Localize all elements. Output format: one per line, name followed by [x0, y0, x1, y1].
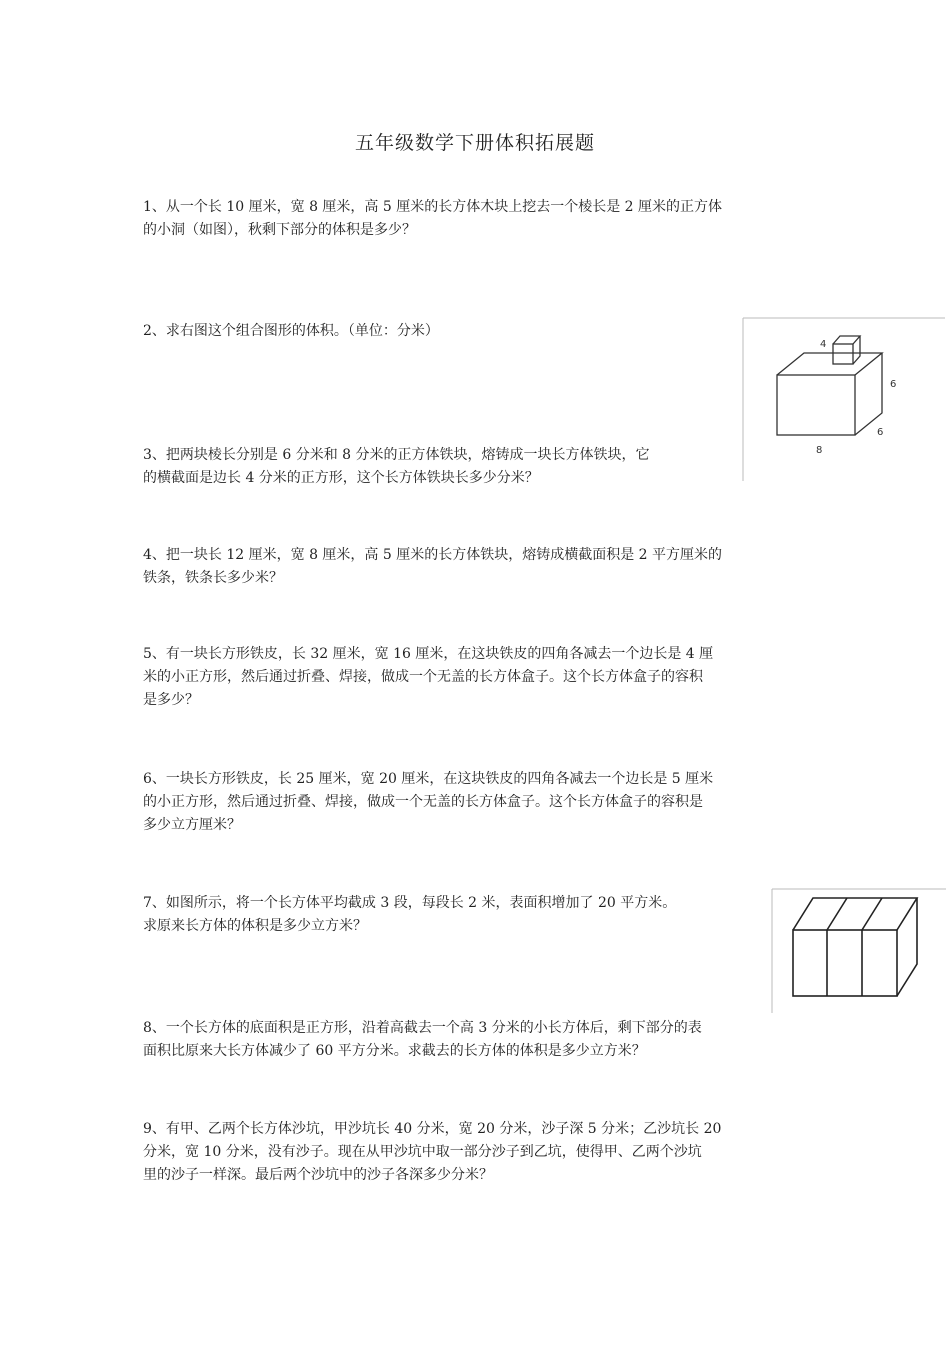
length-label: 8 [816, 445, 823, 456]
composite-solid-figure [742, 317, 946, 482]
page-title: 五年级数学下册体积拓展题 [354, 132, 595, 154]
question-6: 6、一块长方形铁皮，长 25 厘米，宽 20 厘米，在这块铁皮的四角各减去一个边长是 5 厘米 的小正方形，然后通过折叠、焊接，做成一个无盖的长方体盒子。这个长方体盒子的容积是 多少立方厘米？ [143, 771, 714, 833]
cube-edge-label: 4 [820, 339, 827, 350]
question-9: 9、有甲、乙两个长方体沙坑，甲沙坑长 40 分米，宽 20 分米，沙子深 5 分米；乙沙坑长 20 分米，宽 10 分米，没有沙子。现在从甲沙坑中取一部分沙子到乙坑，使得甲、乙两个沙坑 里的沙子一样深。最后两个沙坑中的沙子各深多少分米？ [143, 1121, 722, 1183]
cut-cuboid-figure [771, 888, 947, 1014]
height-label: 6 [890, 379, 897, 390]
question-3: 3、把两块棱长分别是 6 分米和 8 分米的正方体铁块，熔铸成一块长方体铁块，它 的横截面是边长 4 分米的正方形，这个长方体铁块长多少分米？ [143, 447, 650, 486]
question-2: 2、求右图这个组合图形的体积。（单位：分米） [143, 323, 439, 339]
question-1: 1、从一个长 10 厘米，宽 8 厘米，高 5 厘米的长方体木块上挖去一个棱长是 2 厘米的正方体 的小洞（如图），秋剩下部分的体积是多少？ [143, 199, 723, 238]
question-4: 4、把一块长 12 厘米，宽 8 厘米，高 5 厘米的长方体铁块，熔铸成横截面积是 2 平方厘米的 铁条，铁条长多少米？ [143, 547, 723, 586]
depth-label: 6 [877, 427, 884, 438]
question-7: 7、如图所示，将一个长方体平均截成 3 段，每段长 2 米，表面积增加了 20 平方米。 求原来长方体的体积是多少立方米？ [143, 895, 677, 934]
question-8: 8、一个长方体的底面积是正方形，沿着高截去一个高 3 分米的小长方体后，剩下部分的表 面积比原来大长方体减少了 60 平方分米。求截去的长方体的体积是多少立方米？ [143, 1020, 702, 1059]
question-5: 5、有一块长方形铁皮，长 32 厘米，宽 16 厘米，在这块铁皮的四角各减去一个边长是 4 厘 米的小正方形，然后通过折叠、焊接，做成一个无盖的长方体盒子。这个长方体盒子的容积 是多少？ [143, 646, 714, 708]
